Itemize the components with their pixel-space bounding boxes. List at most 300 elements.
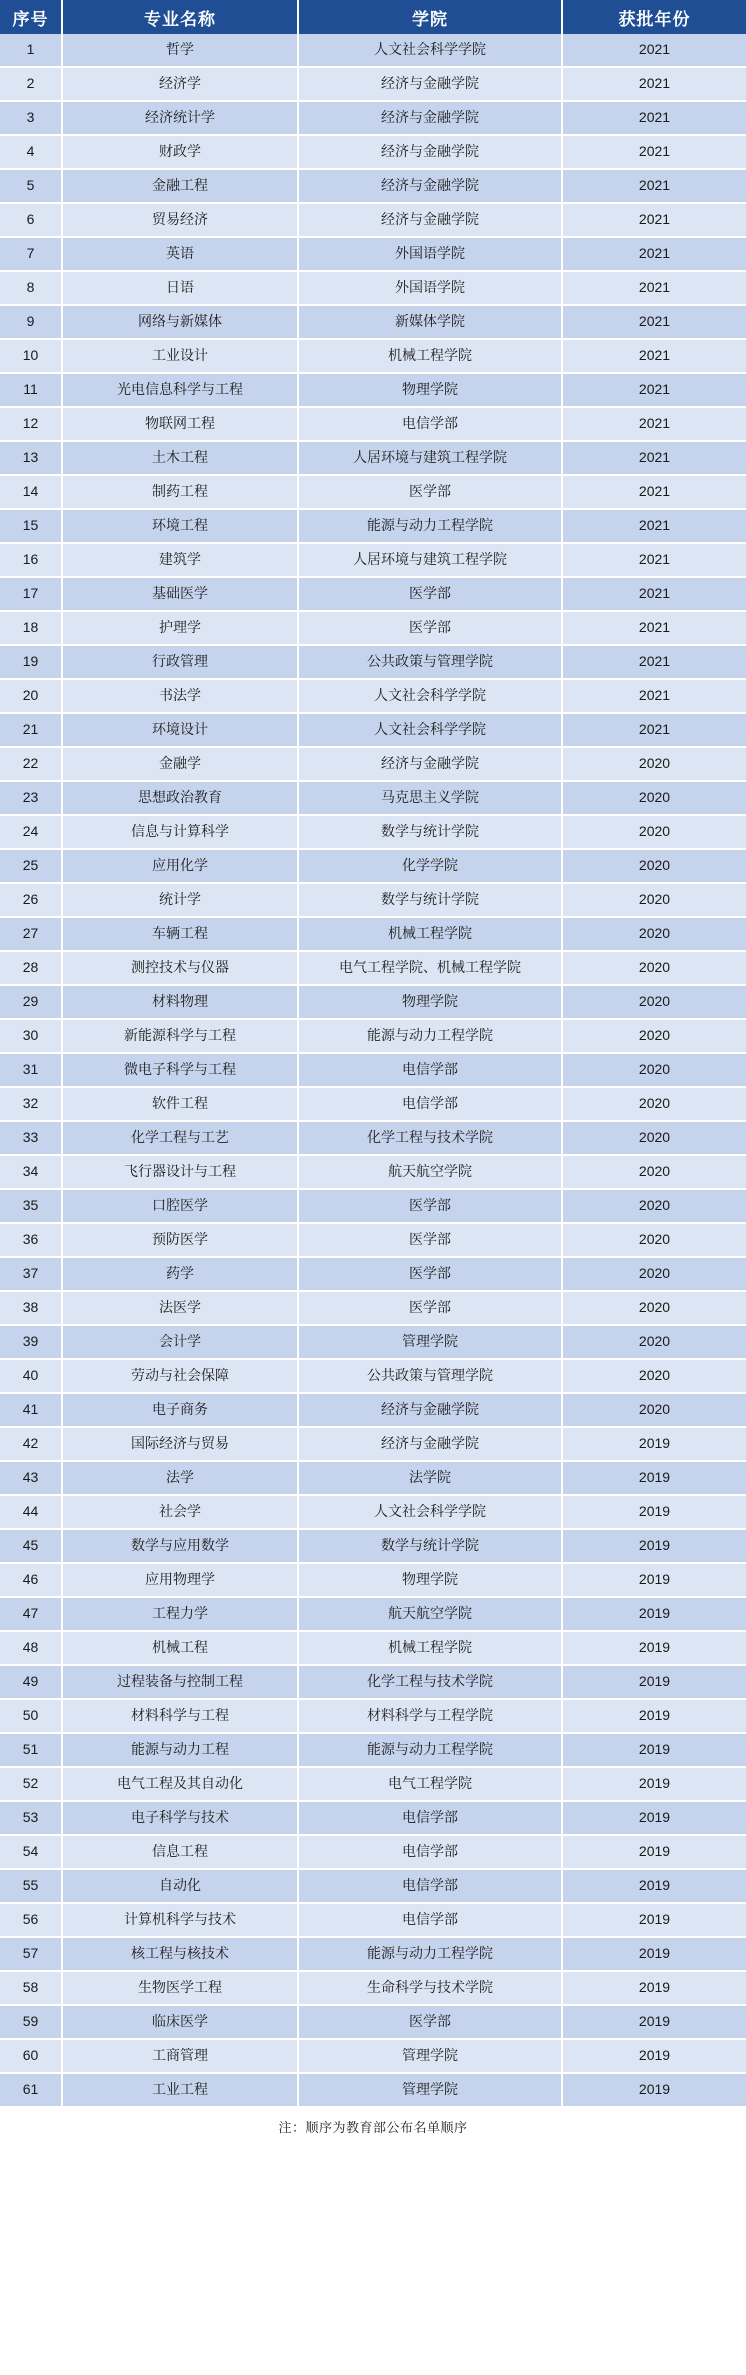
cell-index: 41 [0, 1393, 62, 1427]
table-row [0, 1835, 746, 1869]
table-row [0, 1257, 746, 1291]
cell-college: 经济与金融学院 [298, 1427, 562, 1461]
cell-college: 电信学部 [298, 1053, 562, 1087]
table-row [0, 1087, 746, 1121]
cell-major-name: 法学 [62, 1461, 298, 1495]
cell-major-name: 金融学 [62, 747, 298, 781]
table-row [0, 67, 746, 101]
table-row [0, 1223, 746, 1257]
cell-index: 32 [0, 1087, 62, 1121]
cell-college: 经济与金融学院 [298, 1393, 562, 1427]
cell-index: 58 [0, 1971, 62, 2005]
cell-index: 12 [0, 407, 62, 441]
table-header [0, 0, 746, 34]
table-header-row [0, 0, 746, 34]
cell-index: 2 [0, 67, 62, 101]
table-row [0, 203, 746, 237]
cell-college: 化学工程与技术学院 [298, 1121, 562, 1155]
cell-college: 电信学部 [298, 1087, 562, 1121]
cell-major-name: 飞行器设计与工程 [62, 1155, 298, 1189]
cell-year: 2020 [562, 849, 746, 883]
cell-major-name: 计算机科学与技术 [62, 1903, 298, 1937]
table-row [0, 611, 746, 645]
cell-index: 29 [0, 985, 62, 1019]
cell-year: 2021 [562, 407, 746, 441]
cell-major-name: 贸易经济 [62, 203, 298, 237]
table-row [0, 781, 746, 815]
cell-year: 2021 [562, 67, 746, 101]
cell-year: 2021 [562, 271, 746, 305]
cell-college: 电气工程学院、机械工程学院 [298, 951, 562, 985]
table-row [0, 441, 746, 475]
cell-major-name: 信息工程 [62, 1835, 298, 1869]
cell-college: 电信学部 [298, 1835, 562, 1869]
cell-major-name: 微电子科学与工程 [62, 1053, 298, 1087]
cell-index: 38 [0, 1291, 62, 1325]
table-row [0, 509, 746, 543]
cell-college: 人文社会科学学院 [298, 1495, 562, 1529]
cell-major-name: 国际经济与贸易 [62, 1427, 298, 1461]
cell-year: 2019 [562, 1801, 746, 1835]
cell-major-name: 自动化 [62, 1869, 298, 1903]
cell-index: 31 [0, 1053, 62, 1087]
cell-college: 医学部 [298, 1223, 562, 1257]
table-body [0, 34, 746, 2107]
cell-index: 6 [0, 203, 62, 237]
cell-index: 22 [0, 747, 62, 781]
cell-college: 人文社会科学学院 [298, 679, 562, 713]
cell-year: 2020 [562, 985, 746, 1019]
cell-college: 物理学院 [298, 1563, 562, 1597]
table-row [0, 169, 746, 203]
cell-year: 2021 [562, 475, 746, 509]
cell-major-name: 电气工程及其自动化 [62, 1767, 298, 1801]
cell-college: 经济与金融学院 [298, 101, 562, 135]
table-row [0, 2073, 746, 2107]
table-row [0, 135, 746, 169]
cell-college: 机械工程学院 [298, 1631, 562, 1665]
cell-major-name: 会计学 [62, 1325, 298, 1359]
cell-major-name: 建筑学 [62, 543, 298, 577]
cell-index: 3 [0, 101, 62, 135]
cell-major-name: 车辆工程 [62, 917, 298, 951]
cell-index: 33 [0, 1121, 62, 1155]
cell-major-name: 网络与新媒体 [62, 305, 298, 339]
table-row [0, 1699, 746, 1733]
cell-college: 数学与统计学院 [298, 1529, 562, 1563]
cell-index: 55 [0, 1869, 62, 1903]
cell-major-name: 预防医学 [62, 1223, 298, 1257]
cell-college: 能源与动力工程学院 [298, 509, 562, 543]
cell-college: 机械工程学院 [298, 917, 562, 951]
cell-college: 医学部 [298, 1189, 562, 1223]
table-row [0, 1359, 746, 1393]
cell-college: 外国语学院 [298, 271, 562, 305]
cell-major-name: 核工程与核技术 [62, 1937, 298, 1971]
cell-college: 公共政策与管理学院 [298, 645, 562, 679]
table-row [0, 305, 746, 339]
cell-year: 2019 [562, 1495, 746, 1529]
cell-major-name: 应用物理学 [62, 1563, 298, 1597]
cell-year: 2020 [562, 1087, 746, 1121]
cell-index: 10 [0, 339, 62, 373]
cell-year: 2019 [562, 1699, 746, 1733]
cell-college: 物理学院 [298, 985, 562, 1019]
cell-major-name: 社会学 [62, 1495, 298, 1529]
cell-college: 经济与金融学院 [298, 135, 562, 169]
cell-college: 人居环境与建筑工程学院 [298, 441, 562, 475]
cell-year: 2020 [562, 917, 746, 951]
cell-year: 2020 [562, 1155, 746, 1189]
cell-major-name: 书法学 [62, 679, 298, 713]
cell-year: 2021 [562, 34, 746, 67]
cell-year: 2020 [562, 1325, 746, 1359]
cell-college: 化学工程与技术学院 [298, 1665, 562, 1699]
cell-index: 27 [0, 917, 62, 951]
cell-college: 数学与统计学院 [298, 815, 562, 849]
cell-year: 2019 [562, 1835, 746, 1869]
cell-college: 机械工程学院 [298, 339, 562, 373]
cell-year: 2021 [562, 135, 746, 169]
cell-major-name: 环境工程 [62, 509, 298, 543]
table-row [0, 713, 746, 747]
cell-year: 2020 [562, 951, 746, 985]
cell-college: 人文社会科学学院 [298, 34, 562, 67]
table-row [0, 883, 746, 917]
cell-year: 2019 [562, 1937, 746, 1971]
cell-college: 经济与金融学院 [298, 747, 562, 781]
cell-major-name: 日语 [62, 271, 298, 305]
cell-college: 电信学部 [298, 1869, 562, 1903]
cell-index: 43 [0, 1461, 62, 1495]
table-row [0, 1291, 746, 1325]
cell-major-name: 生物医学工程 [62, 1971, 298, 2005]
table-row [0, 815, 746, 849]
cell-index: 21 [0, 713, 62, 747]
cell-major-name: 临床医学 [62, 2005, 298, 2039]
table-row [0, 543, 746, 577]
cell-year: 2020 [562, 1393, 746, 1427]
table-row [0, 917, 746, 951]
cell-index: 44 [0, 1495, 62, 1529]
cell-year: 2019 [562, 1903, 746, 1937]
table-row [0, 101, 746, 135]
cell-year: 2021 [562, 237, 746, 271]
cell-index: 16 [0, 543, 62, 577]
cell-index: 39 [0, 1325, 62, 1359]
table-row [0, 339, 746, 373]
cell-year: 2020 [562, 1359, 746, 1393]
cell-year: 2021 [562, 577, 746, 611]
cell-college: 新媒体学院 [298, 305, 562, 339]
cell-college: 管理学院 [298, 2073, 562, 2107]
table-row [0, 1665, 746, 1699]
cell-major-name: 经济统计学 [62, 101, 298, 135]
cell-year: 2021 [562, 645, 746, 679]
cell-index: 20 [0, 679, 62, 713]
cell-major-name: 财政学 [62, 135, 298, 169]
cell-index: 52 [0, 1767, 62, 1801]
cell-index: 15 [0, 509, 62, 543]
cell-major-name: 电子商务 [62, 1393, 298, 1427]
cell-index: 8 [0, 271, 62, 305]
table-row [0, 1189, 746, 1223]
cell-college: 经济与金融学院 [298, 67, 562, 101]
table-row [0, 1631, 746, 1665]
cell-year: 2020 [562, 883, 746, 917]
table-row [0, 1767, 746, 1801]
table-row [0, 373, 746, 407]
cell-index: 47 [0, 1597, 62, 1631]
cell-index: 36 [0, 1223, 62, 1257]
table-row [0, 1053, 746, 1087]
table-row [0, 645, 746, 679]
table-row [0, 1563, 746, 1597]
cell-year: 2019 [562, 2005, 746, 2039]
table-row [0, 1937, 746, 1971]
table-row [0, 679, 746, 713]
cell-college: 能源与动力工程学院 [298, 1733, 562, 1767]
cell-year: 2020 [562, 1019, 746, 1053]
table-row [0, 1427, 746, 1461]
cell-index: 24 [0, 815, 62, 849]
cell-index: 51 [0, 1733, 62, 1767]
cell-index: 1 [0, 34, 62, 67]
cell-year: 2019 [562, 2073, 746, 2107]
cell-major-name: 行政管理 [62, 645, 298, 679]
cell-major-name: 数学与应用数学 [62, 1529, 298, 1563]
cell-college: 电信学部 [298, 1801, 562, 1835]
table-footnote: 注：顺序为教育部公布名单顺序 [0, 2108, 746, 2144]
table-row [0, 475, 746, 509]
cell-major-name: 材料科学与工程 [62, 1699, 298, 1733]
cell-index: 30 [0, 1019, 62, 1053]
cell-index: 60 [0, 2039, 62, 2073]
table-row [0, 1019, 746, 1053]
cell-year: 2020 [562, 1223, 746, 1257]
cell-college: 马克思主义学院 [298, 781, 562, 815]
cell-major-name: 电子科学与技术 [62, 1801, 298, 1835]
cell-major-name: 基础医学 [62, 577, 298, 611]
cell-major-name: 信息与计算科学 [62, 815, 298, 849]
cell-index: 35 [0, 1189, 62, 1223]
cell-college: 电信学部 [298, 407, 562, 441]
cell-index: 7 [0, 237, 62, 271]
cell-college: 化学学院 [298, 849, 562, 883]
cell-index: 14 [0, 475, 62, 509]
cell-major-name: 工业设计 [62, 339, 298, 373]
cell-year: 2021 [562, 305, 746, 339]
cell-index: 53 [0, 1801, 62, 1835]
cell-index: 56 [0, 1903, 62, 1937]
cell-major-name: 新能源科学与工程 [62, 1019, 298, 1053]
table-row [0, 1733, 746, 1767]
cell-college: 经济与金融学院 [298, 169, 562, 203]
cell-major-name: 劳动与社会保障 [62, 1359, 298, 1393]
table-row [0, 34, 746, 67]
table-row [0, 1869, 746, 1903]
cell-year: 2020 [562, 781, 746, 815]
cell-college: 管理学院 [298, 2039, 562, 2073]
column-header-college: 学院 [298, 0, 562, 34]
cell-year: 2019 [562, 1529, 746, 1563]
cell-year: 2019 [562, 1767, 746, 1801]
table-row [0, 2005, 746, 2039]
table-row [0, 849, 746, 883]
table-row [0, 1529, 746, 1563]
table-row [0, 407, 746, 441]
cell-year: 2021 [562, 169, 746, 203]
cell-index: 61 [0, 2073, 62, 2107]
cell-index: 5 [0, 169, 62, 203]
cell-index: 57 [0, 1937, 62, 1971]
cell-year: 2021 [562, 373, 746, 407]
cell-year: 2020 [562, 815, 746, 849]
cell-major-name: 经济学 [62, 67, 298, 101]
table-row [0, 1903, 746, 1937]
cell-major-name: 材料物理 [62, 985, 298, 1019]
cell-year: 2019 [562, 1597, 746, 1631]
cell-college: 医学部 [298, 577, 562, 611]
cell-index: 59 [0, 2005, 62, 2039]
cell-index: 45 [0, 1529, 62, 1563]
cell-index: 25 [0, 849, 62, 883]
table-row [0, 747, 746, 781]
cell-year: 2020 [562, 1121, 746, 1155]
cell-major-name: 物联网工程 [62, 407, 298, 441]
table-row [0, 985, 746, 1019]
cell-year: 2019 [562, 2039, 746, 2073]
cell-college: 电信学部 [298, 1903, 562, 1937]
cell-college: 医学部 [298, 475, 562, 509]
cell-major-name: 工商管理 [62, 2039, 298, 2073]
cell-year: 2019 [562, 1869, 746, 1903]
cell-major-name: 制药工程 [62, 475, 298, 509]
table-row [0, 237, 746, 271]
cell-major-name: 英语 [62, 237, 298, 271]
cell-college: 公共政策与管理学院 [298, 1359, 562, 1393]
cell-index: 40 [0, 1359, 62, 1393]
cell-college: 人文社会科学学院 [298, 713, 562, 747]
cell-index: 18 [0, 611, 62, 645]
table-row [0, 951, 746, 985]
cell-year: 2021 [562, 713, 746, 747]
column-header-index: 序号 [0, 0, 62, 34]
cell-year: 2021 [562, 543, 746, 577]
cell-major-name: 口腔医学 [62, 1189, 298, 1223]
table-row [0, 1495, 746, 1529]
cell-college: 人居环境与建筑工程学院 [298, 543, 562, 577]
cell-major-name: 化学工程与工艺 [62, 1121, 298, 1155]
cell-college: 医学部 [298, 1257, 562, 1291]
cell-major-name: 药学 [62, 1257, 298, 1291]
table-row [0, 1461, 746, 1495]
cell-major-name: 过程装备与控制工程 [62, 1665, 298, 1699]
cell-year: 2020 [562, 1291, 746, 1325]
cell-year: 2021 [562, 203, 746, 237]
cell-college: 电气工程学院 [298, 1767, 562, 1801]
cell-college: 材料科学与工程学院 [298, 1699, 562, 1733]
cell-year: 2020 [562, 747, 746, 781]
cell-index: 49 [0, 1665, 62, 1699]
cell-college: 医学部 [298, 2005, 562, 2039]
cell-year: 2019 [562, 1971, 746, 2005]
cell-year: 2021 [562, 679, 746, 713]
cell-index: 54 [0, 1835, 62, 1869]
cell-index: 11 [0, 373, 62, 407]
cell-major-name: 护理学 [62, 611, 298, 645]
table-row [0, 1155, 746, 1189]
cell-major-name: 光电信息科学与工程 [62, 373, 298, 407]
table-row [0, 1121, 746, 1155]
cell-major-name: 应用化学 [62, 849, 298, 883]
cell-major-name: 机械工程 [62, 1631, 298, 1665]
cell-index: 26 [0, 883, 62, 917]
cell-college: 医学部 [298, 1291, 562, 1325]
cell-major-name: 土木工程 [62, 441, 298, 475]
cell-year: 2019 [562, 1563, 746, 1597]
cell-index: 50 [0, 1699, 62, 1733]
cell-major-name: 环境设计 [62, 713, 298, 747]
cell-college: 航天航空学院 [298, 1155, 562, 1189]
cell-year: 2019 [562, 1461, 746, 1495]
table-row [0, 1597, 746, 1631]
cell-index: 34 [0, 1155, 62, 1189]
cell-year: 2020 [562, 1257, 746, 1291]
cell-college: 航天航空学院 [298, 1597, 562, 1631]
cell-index: 23 [0, 781, 62, 815]
cell-year: 2021 [562, 441, 746, 475]
cell-index: 28 [0, 951, 62, 985]
cell-major-name: 软件工程 [62, 1087, 298, 1121]
cell-index: 4 [0, 135, 62, 169]
table-row [0, 271, 746, 305]
cell-year: 2021 [562, 339, 746, 373]
cell-college: 外国语学院 [298, 237, 562, 271]
cell-college: 医学部 [298, 611, 562, 645]
cell-year: 2019 [562, 1665, 746, 1699]
cell-college: 数学与统计学院 [298, 883, 562, 917]
cell-year: 2019 [562, 1427, 746, 1461]
cell-index: 13 [0, 441, 62, 475]
table-row [0, 577, 746, 611]
cell-major-name: 工程力学 [62, 1597, 298, 1631]
column-header-major: 专业名称 [62, 0, 298, 34]
cell-index: 48 [0, 1631, 62, 1665]
cell-year: 2021 [562, 611, 746, 645]
cell-year: 2020 [562, 1053, 746, 1087]
cell-major-name: 工业工程 [62, 2073, 298, 2107]
cell-major-name: 统计学 [62, 883, 298, 917]
cell-year: 2021 [562, 509, 746, 543]
cell-college: 物理学院 [298, 373, 562, 407]
cell-index: 46 [0, 1563, 62, 1597]
cell-college: 法学院 [298, 1461, 562, 1495]
cell-year: 2020 [562, 1189, 746, 1223]
cell-year: 2019 [562, 1733, 746, 1767]
column-header-year: 获批年份 [562, 0, 746, 34]
cell-college: 管理学院 [298, 1325, 562, 1359]
cell-index: 17 [0, 577, 62, 611]
cell-major-name: 思想政治教育 [62, 781, 298, 815]
cell-year: 2021 [562, 101, 746, 135]
cell-major-name: 能源与动力工程 [62, 1733, 298, 1767]
table-row [0, 1971, 746, 2005]
table-row [0, 2039, 746, 2073]
table-row [0, 1325, 746, 1359]
cell-college: 能源与动力工程学院 [298, 1019, 562, 1053]
cell-index: 37 [0, 1257, 62, 1291]
